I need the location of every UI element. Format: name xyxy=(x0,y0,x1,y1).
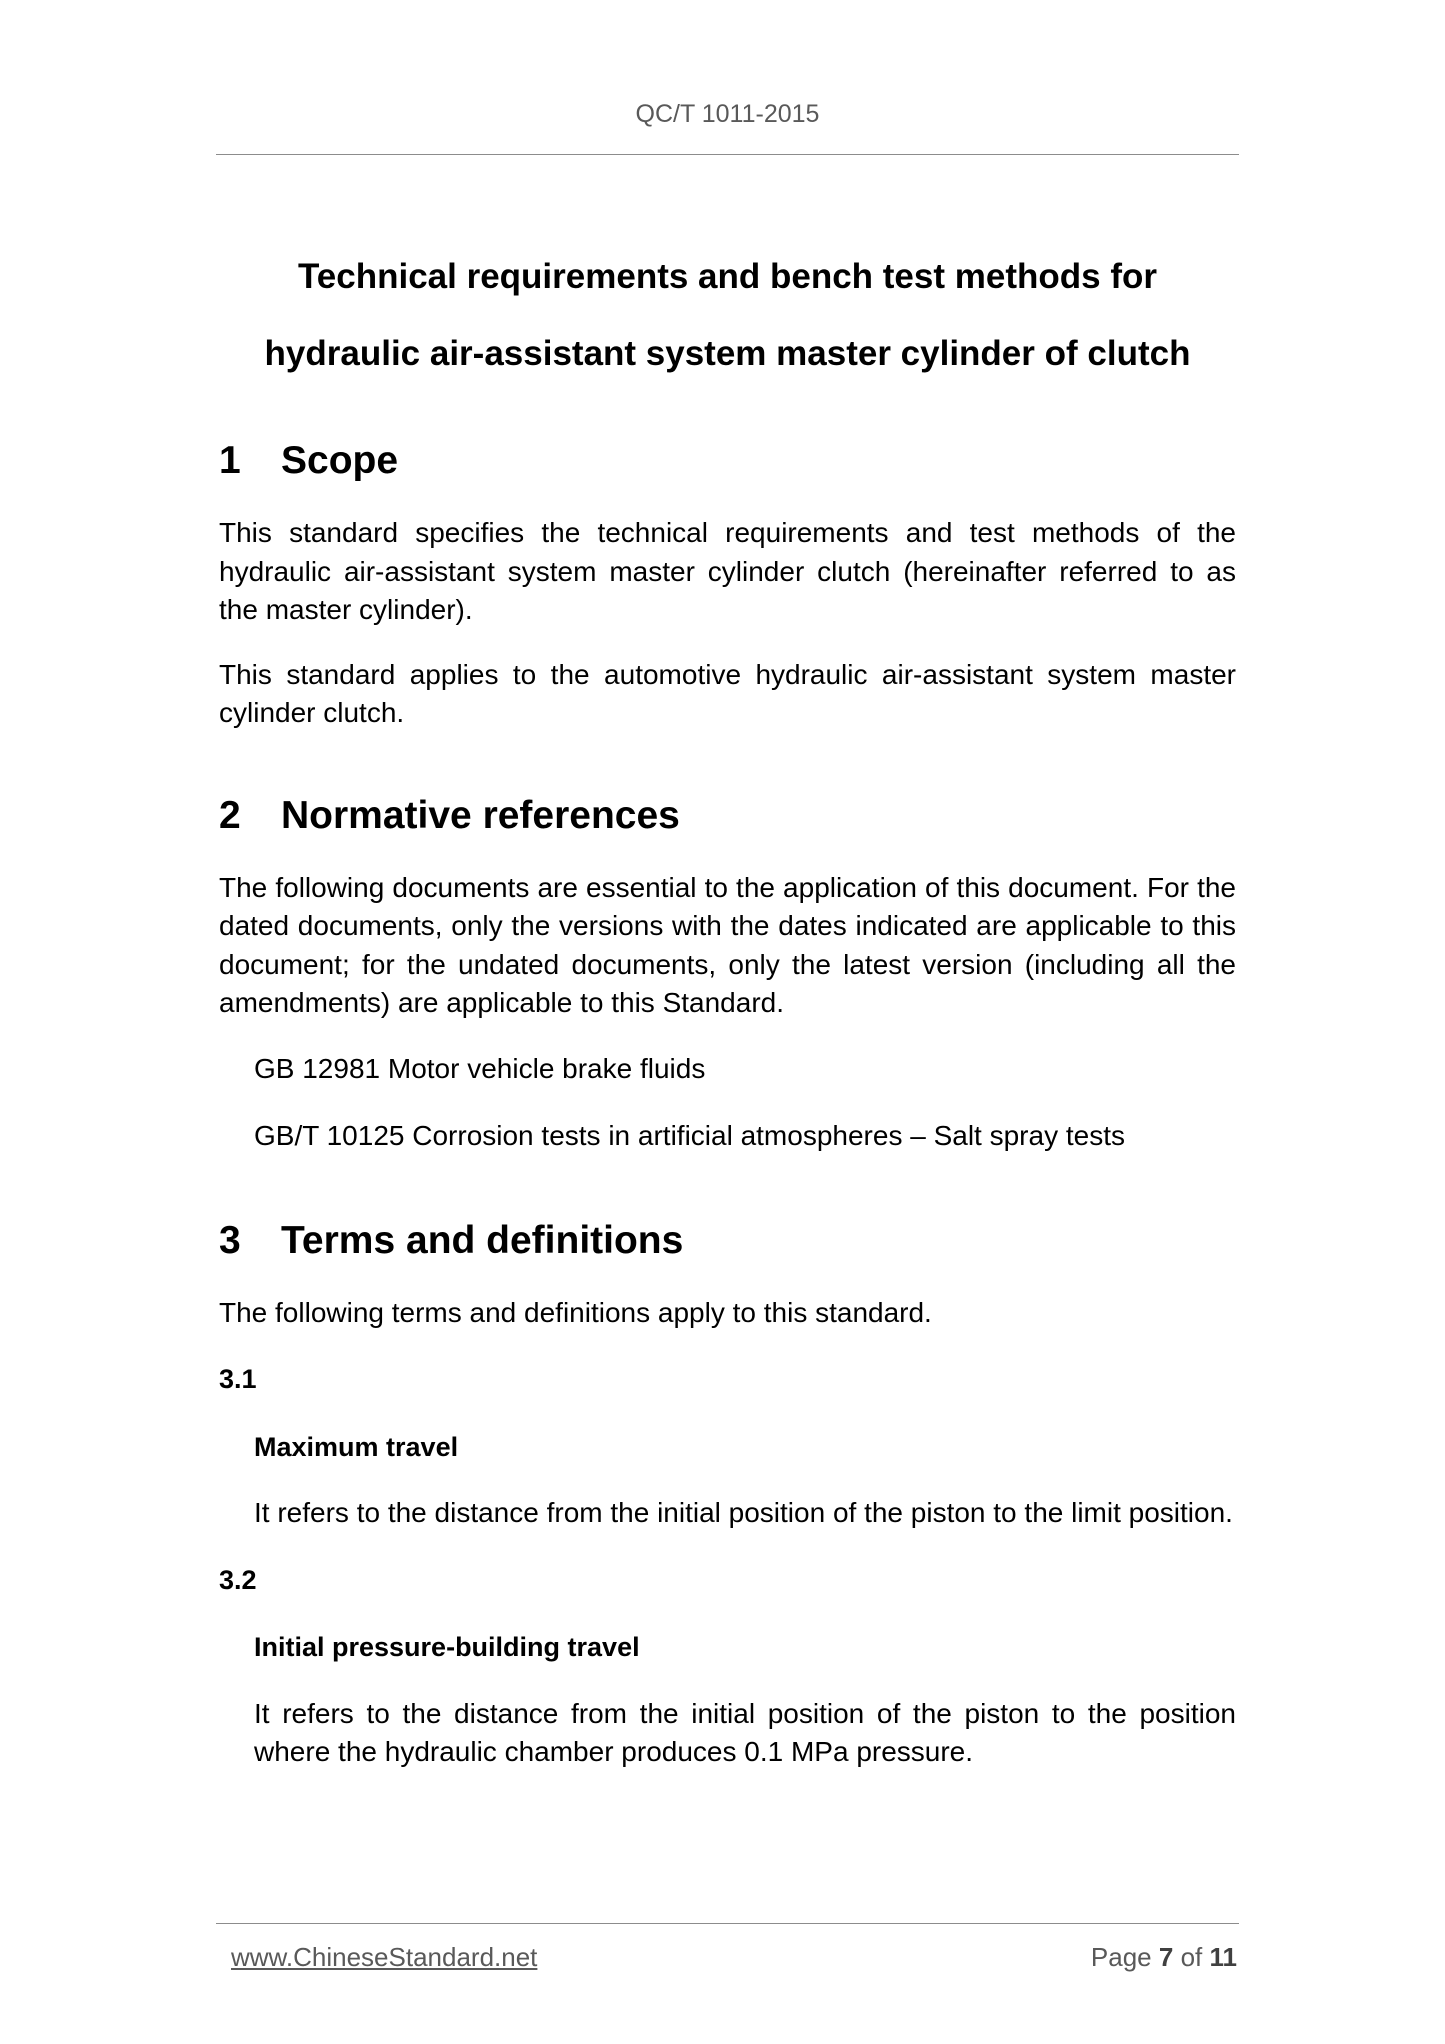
section-number: 1 xyxy=(219,439,241,482)
term-number: 3.1 xyxy=(219,1364,257,1394)
section-heading-terms xyxy=(219,1210,1236,1272)
title-line-1: Technical requirements and bench test methods for xyxy=(298,257,1157,296)
header-divider xyxy=(216,154,1239,155)
running-header: QC/T 1011-2015 xyxy=(635,100,820,128)
section-title: Scope xyxy=(281,439,399,482)
page-prefix: Page xyxy=(1090,1942,1152,1972)
reference-item-gb12981: GB 12981 Motor vehicle brake fluids xyxy=(254,1052,706,1084)
page-current: 7 xyxy=(1158,1942,1174,1972)
section-number: 2 xyxy=(219,793,241,837)
normative-paragraph: The following documents are essential to the application of this document. For the dated documents, only the versions with the dates indicated are applicable to this document; for the undated documents, only the latest version (including all the amendments) are applicable to this Standard. xyxy=(219,871,1236,1018)
term-name: Initial pressure-building travel xyxy=(254,1632,640,1662)
term-number: 3.2 xyxy=(219,1564,257,1595)
section-heading-normative-references xyxy=(219,785,1236,847)
term-definition: It refers to the distance from the initial position of the piston to the position where the hydraulic chamber produces 0.1 MPa pressure. xyxy=(254,1697,1236,1767)
section-number: 3 xyxy=(219,1218,241,1262)
section-title: Normative references xyxy=(281,793,680,837)
website-link[interactable]: www.ChineseStandard.net xyxy=(231,1942,538,1972)
scope-paragraph-2: This standard applies to the automotive hydraulic air-assistant system master cylinder clutch. xyxy=(219,658,1236,728)
term-definition: It refers to the distance from the initial position of the piston to the limit position. xyxy=(254,1497,1233,1528)
section-title: Terms and definitions xyxy=(281,1218,684,1262)
terms-intro: The following terms and definitions apply to this standard. xyxy=(219,1296,932,1328)
section-heading-scope xyxy=(219,430,1236,492)
footer-divider xyxy=(216,1923,1239,1924)
scope-paragraph-1: This standard specifies the technical requirements and test methods of the hydraulic air-assistant system master cylinder clutch (hereinafter referred to as the master cylinder). xyxy=(219,517,1236,625)
title-line-2: hydraulic air-assistant system master cylinder of clutch xyxy=(264,334,1191,373)
page-total: 11 xyxy=(1209,1942,1237,1972)
term-name: Maximum travel xyxy=(254,1431,459,1462)
page-separator: of xyxy=(1180,1942,1203,1972)
page-number xyxy=(1091,1942,1237,1973)
document-title xyxy=(216,238,1239,392)
reference-item-gbt10125: GB/T 10125 Corrosion tests in artificial atmospheres – Salt spray tests xyxy=(254,1120,1125,1151)
document-body xyxy=(219,430,1236,1772)
